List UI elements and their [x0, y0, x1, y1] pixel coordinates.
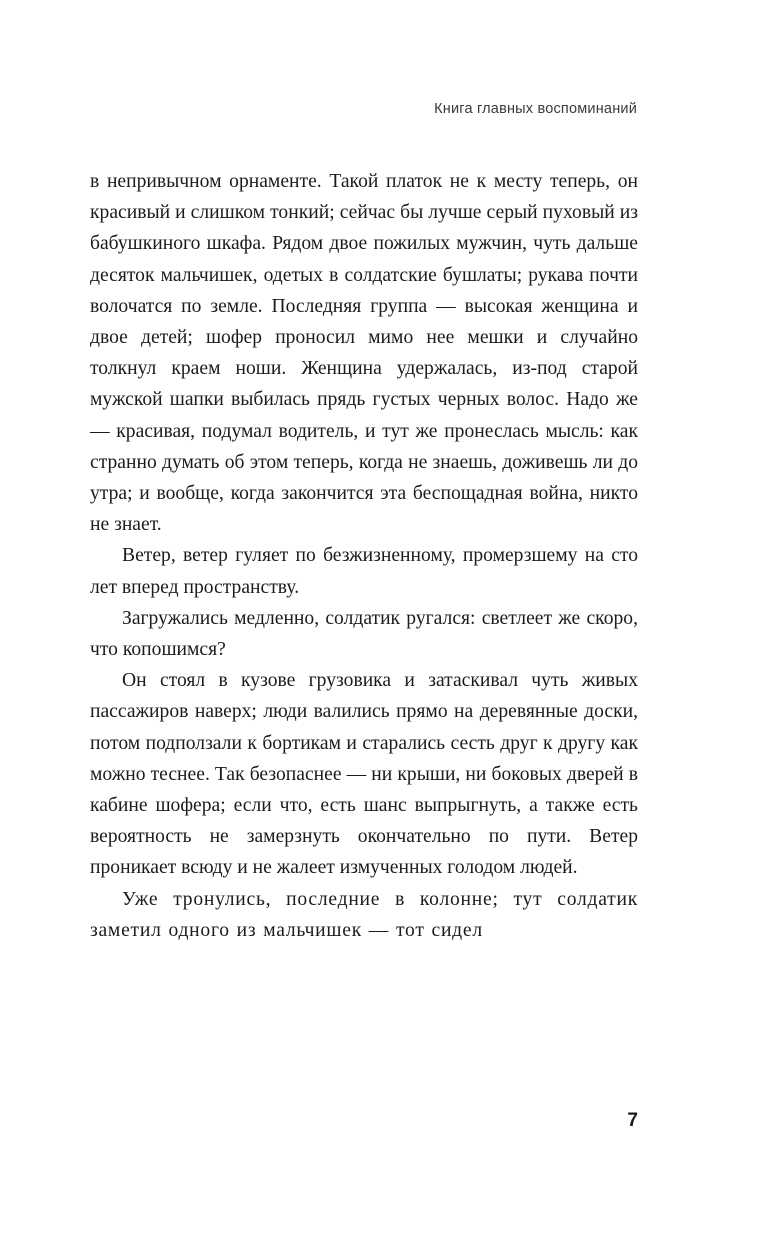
paragraph: Загружались медленно, солдатик ругался: светлеет же скоро, что копошимся?	[90, 607, 638, 661]
page-number: 7	[627, 1110, 638, 1131]
paragraph: Уже тронулись, последние в колонне; тут солдатик заметил одного из мальчишек — тот сидел	[90, 888, 638, 941]
body-text-block	[90, 166, 638, 946]
paragraph: Он стоял в кузове грузовика и затаскивал чуть живых пассажиров наверх; люди валились прямо на деревянные доски, потом подползали к бортикам и старались сесть друг к другу как можно теснее. Так безопаснее — ни крыши, ни боковых дверей в кабине шофера; если что, есть шанс выпрыгнуть, а также есть вероятность не замерзнуть окончательно по пути. Ветер проникает всюду и не жалеет измученных голодом людей.	[90, 670, 638, 879]
paragraph: в непривычном орнаменте. Такой платок не к месту теперь, он красивый и слишком тонкий; сейчас бы лучше серый пуховый из бабушкиного шкафа. Рядом двое пожилых мужчин, чуть дальше десяток мальчишек, одетых в солдатские бушлаты; рукава почти волочатся по земле. Последняя группа — высокая женщина и двое детей; шофер проносил мимо нее мешки и случайно толкнул краем ноши. Женщина удержалась, из-под старой мужской шапки выбилась прядь густых черных волос. Надо же — красивая, подумал водитель, и тут же пронеслась мысль: как странно думать об этом теперь, когда не знаешь, доживешь ли до утра; и вообще, когда закончится эта беспощадная война, никто не знает.	[90, 171, 638, 536]
running-head: Книга главных воспоминаний	[434, 101, 637, 117]
paragraph: Ветер, ветер гуляет по безжизненному, промерзшему на сто лет вперед пространству.	[90, 545, 638, 598]
